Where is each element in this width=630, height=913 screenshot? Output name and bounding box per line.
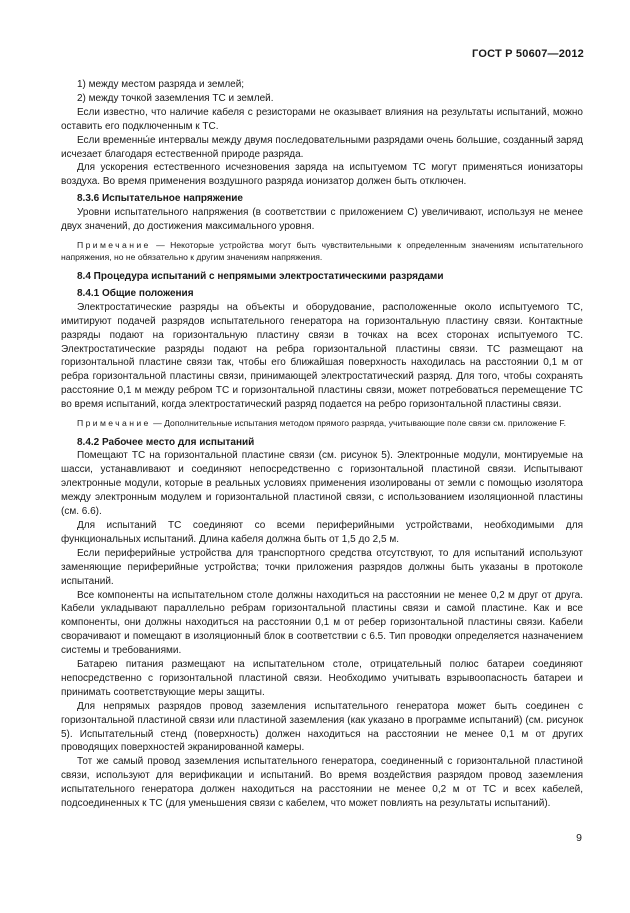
paragraph: 1) между местом разряда и землей; <box>77 79 245 90</box>
note-paragraph <box>61 239 583 264</box>
note-text: — Некоторые устройства могут быть чувствительными к определенным значениям испытательного напряжения, но не обязательно к другим значениям напряжения. <box>61 239 583 263</box>
note-label: Примечание <box>77 418 151 429</box>
standard-header: ГОСТ Р 50607—2012 <box>472 48 584 60</box>
section-heading: 8.3.6 Испытательное напряжение <box>77 193 243 205</box>
paragraph: Для испытаний ТС соединяют со всеми периферийными устройствами, необходимыми для функциональных испытаний. Длина кабеля должна быть от 1,5 до 2,5 м. <box>61 519 583 545</box>
section-heading: 8.4.1 Общие положения <box>77 287 194 299</box>
paragraph: Помещают ТС на горизонтальной пластине связи (см. рисунок 5). Электронные модули, монтируемые на шасси, устанавливают и соединяют непосредственно с горизонтальной пластиной связи. Испытывают электронные модули, которые в реальных условиях применения изолированы от земли с помощью изолятора между электронным модулем и горизонтальной пластиной связи, с использованием изоляционной пластины (см. 6.6). <box>61 450 583 518</box>
paragraph: Электростатические разряды на объекты и оборудование, расположенные около испытуемого ТС, имитируют подачей разрядов испытательного генератора на горизонтальную пластину связи. Контактные разряды подают на горизонтальную пластину связи в точках на всех сторонах испытуемого ТС. Электростатические разряды подают на ребра горизонтальной пластины связи. ТС размещают на горизонтальной пластине связи так, чтобы его ближайшая поверхность находилась на расстоянии 0,1 м от ребра горизонтальной пластины связи, принимающей электростатический разряд. Для того, чтобы сохранять расстояние 0,1 м между ребром ТС и горизонтальной пластины связи, может потребоваться перемещение ТС во время испытаний, когда электростатический разряд подается на ребро горизонтальной пластины связи. <box>61 301 583 411</box>
paragraph: Для ускорения естественного исчезновения заряда на испытуемом ТС могут применяться ионизаторы воздуха. Во время применения воздушного разряда ионизатор должен быть отключен. <box>61 162 583 188</box>
paragraph: Если временны́е интервалы между двумя последовательными разрядами очень большие, созданный заряд исчезает благодаря естественной природе разряда. <box>61 134 583 160</box>
section-heading: 8.4 Процедура испытаний с непрямыми электростатическими разрядами <box>77 270 444 282</box>
paragraph: Для непрямых разрядов провод заземления испытательного генератора может быть соединен с горизонтальной пластиной связи или пластиной заземления (как указано в программе испытаний) (см. рисунок 5). Испытательный стенд (поверхность) должен находиться на расстоянии не менее 0,1 м от других проводящих поверхностей экранированной камеры. <box>61 700 583 754</box>
note-paragraph <box>61 417 583 430</box>
page-number: 9 <box>576 832 582 844</box>
note-label: Примечание <box>77 239 151 250</box>
paragraph: Тот же самый провод заземления испытательного генератора, соединенный с горизонтальной пластиной связи, используют для верификации и испытаний. Во время воздействия разрядом провод заземления испытательного генератора должен находиться на расстоянии не менее 0,2 м от ТС и всех кабелей, подсоединенных к ТС (для уменьшения связи с кабелем, что может повлиять на результаты испытаний). <box>61 756 583 810</box>
body-text <box>61 78 583 811</box>
paragraph: Уровни испытательного напряжения (в соответствии с приложением С) увеличивают, используя не менее двух значений, до достижения максимального уровня. <box>61 207 583 233</box>
note-text: — Дополнительные испытания методом прямого разряда, учитывающие поле связи см. приложение F. <box>150 418 567 429</box>
section-heading: 8.4.2 Рабочее место для испытаний <box>77 436 255 448</box>
paragraph: Батарею питания размещают на испытательном столе, отрицательный полюс батареи соединяют непосредственно с горизонтальной пластиной связи. Необходимо учитывать взрывоопасность батареи и принимать соответствующие меры защиты. <box>61 659 583 698</box>
paragraph: Если известно, что наличие кабеля с резисторами не оказывает влияния на результаты испытаний, можно оставить его подключенным к ТС. <box>61 106 583 132</box>
paragraph: Все компоненты на испытательном столе должны находиться на расстоянии не менее 0,2 м друг от друга. Кабели укладывают параллельно ребрам горизонтальной пластины связи и самой пластине. Как и все компоненты, они должны находиться на расстоянии 0,1 м от ребер горизонтальной пластины связи. Кабели сворачивают и помещают в изоляционный блок в соответствии с 6.5. Тип проводки определяется назначением системы и требованиями. <box>61 589 583 657</box>
paragraph: 2) между точкой заземления ТС и землей. <box>77 92 274 104</box>
paragraph: Если периферийные устройства для транспортного средства отсутствуют, то для испытаний используют заменяющие периферийные устройства; точки приложения разрядов должны быть указаны в протоколе испытаний. <box>61 547 583 587</box>
